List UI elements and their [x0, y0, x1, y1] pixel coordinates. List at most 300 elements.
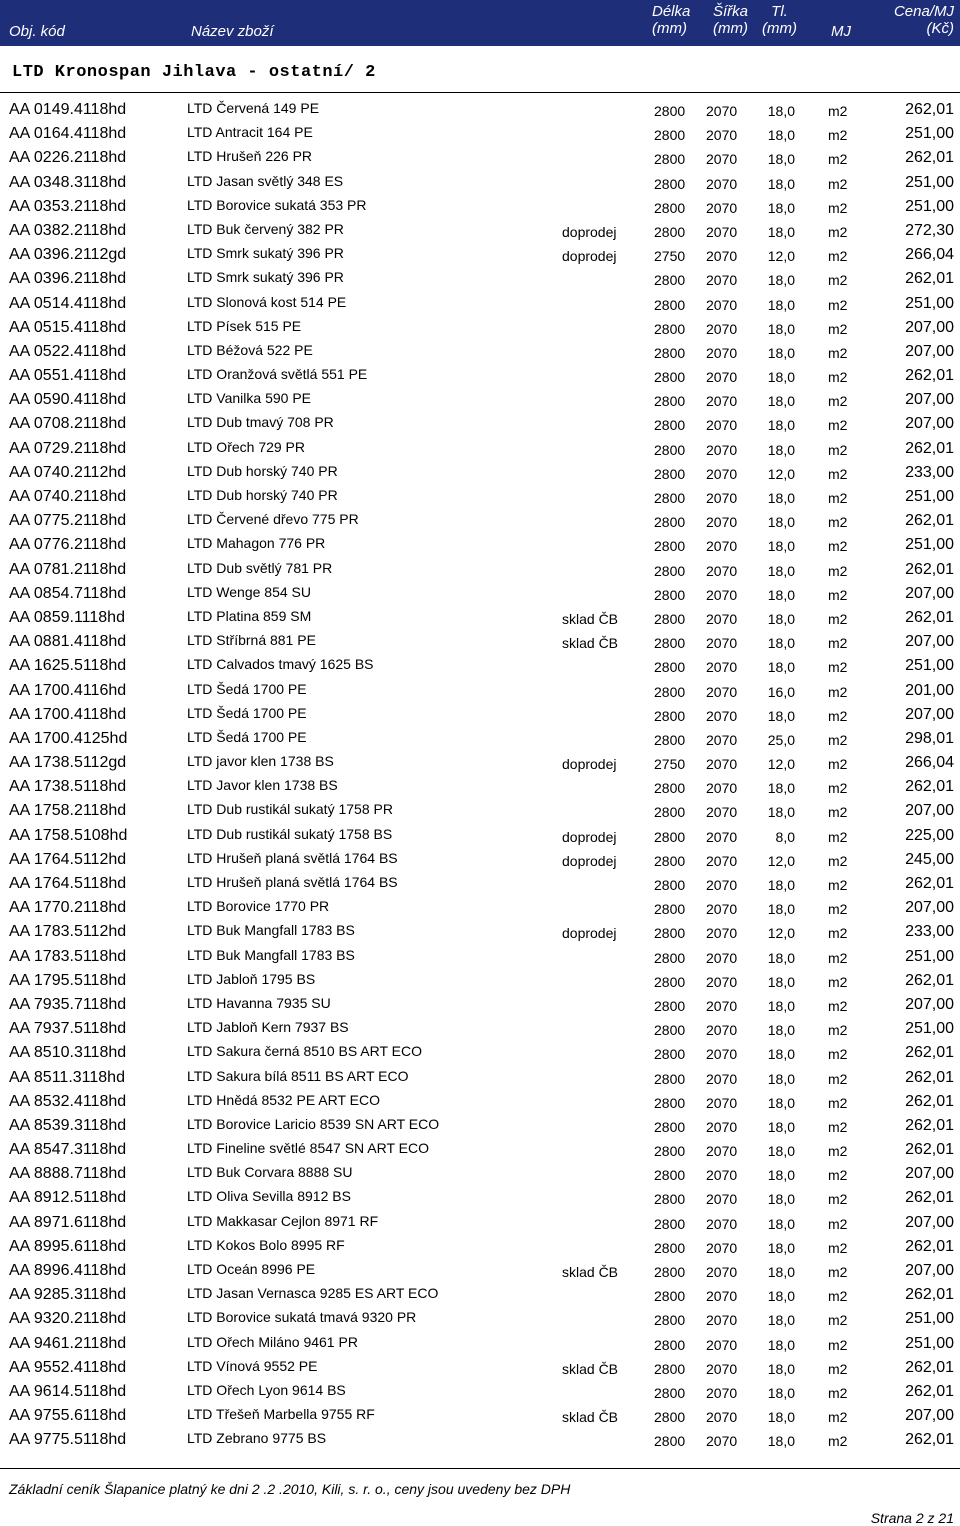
cell-note: sklad ČB: [562, 1360, 619, 1377]
cell-sirka: 2070: [706, 1070, 738, 1087]
cell-cena: 207,00: [905, 1262, 954, 1279]
table-row: [0, 1259, 960, 1283]
cell-sirka: 2070: [706, 635, 738, 652]
cell-name: LTD Šedá 1700 PE: [187, 728, 307, 745]
cell-name: LTD Šedá 1700 PE: [187, 680, 307, 697]
cell-mj: m2: [828, 248, 848, 265]
cell-delka: 2800: [654, 635, 686, 652]
table-row: [0, 461, 960, 485]
cell-sirka: 2070: [706, 852, 738, 869]
cell-sirka: 2070: [706, 562, 738, 579]
cell-name: LTD Vínová 9552 PE: [187, 1357, 318, 1374]
header-width: [713, 3, 748, 37]
cell-cena: 251,00: [905, 536, 954, 554]
cell-tl: 18,0: [767, 1433, 795, 1450]
header-thickness-unit: (mm): [762, 20, 797, 37]
cell-tl: 18,0: [767, 1288, 795, 1305]
cell-cena: 233,00: [905, 923, 954, 941]
price-table: [0, 98, 960, 1453]
cell-delka: 2800: [654, 514, 686, 531]
header-code: Obj. kód: [9, 23, 65, 40]
cell-sirka: 2070: [706, 925, 738, 942]
header-price-unit: (Kč): [926, 20, 954, 37]
cell-mj: m2: [828, 199, 848, 216]
cell-mj: m2: [828, 272, 848, 289]
cell-delka: 2800: [654, 199, 686, 216]
cell-name: LTD Stříbrná 881 PE: [187, 632, 316, 649]
cell-note: doprodej: [562, 248, 617, 265]
cell-cena: 225,00: [905, 826, 954, 844]
cell-name: LTD Sakura bílá 8511 BS ART ECO: [187, 1067, 409, 1084]
cell-name: LTD Antracit 164 PE: [187, 124, 313, 141]
cell-name: LTD Ořech Lyon 9614 BS: [187, 1381, 346, 1398]
cell-mj: m2: [828, 683, 848, 700]
cell-name: LTD Platina 859 SM: [187, 607, 312, 624]
cell-delka: 2800: [654, 127, 686, 144]
cell-tl: 18,0: [767, 610, 795, 627]
table-row: [0, 219, 960, 243]
cell-code: AA 1783.5118hd: [9, 947, 127, 965]
cell-code: AA 1770.2118hd: [9, 899, 127, 917]
cell-sirka: 2070: [706, 490, 738, 506]
cell-cena: 245,00: [905, 850, 954, 868]
header-length-unit: (mm): [652, 20, 687, 37]
cell-mj: m2: [828, 562, 848, 579]
cell-tl: 12,0: [767, 248, 795, 265]
cell-tl: 18,0: [767, 514, 795, 531]
header-width-label: Šířka: [713, 3, 749, 20]
cell-delka: 2800: [654, 393, 686, 410]
cell-tl: 18,0: [767, 635, 795, 652]
cell-mj: m2: [828, 151, 848, 168]
cell-mj: m2: [828, 586, 848, 603]
cell-mj: m2: [828, 659, 848, 676]
cell-cena: 262,01: [905, 971, 954, 989]
cell-sirka: 2070: [706, 1409, 738, 1426]
table-row: [0, 1138, 960, 1162]
cell-code: AA 8510.3118hd: [9, 1044, 127, 1062]
table-row: [0, 824, 960, 848]
cell-sirka: 2070: [706, 417, 738, 434]
cell-delka: 2800: [654, 877, 686, 893]
section-divider: [0, 92, 960, 93]
cell-name: LTD Oranžová světlá 551 PE: [187, 366, 368, 383]
cell-delka: 2800: [654, 731, 686, 748]
table-row: [0, 437, 960, 461]
cell-code: AA 9614.5118hd: [9, 1382, 127, 1400]
cell-cena: 207,00: [905, 995, 954, 1013]
cell-name: LTD Jabloň 1795 BS: [187, 970, 316, 987]
cell-sirka: 2070: [706, 1167, 738, 1184]
cell-cena: 251,00: [905, 197, 954, 215]
cell-sirka: 2070: [706, 707, 738, 724]
cell-name: LTD Hrušeň planá světlá 1764 BS: [187, 849, 398, 866]
table-row: [0, 872, 960, 896]
cell-delka: 2800: [654, 223, 686, 240]
cell-sirka: 2070: [706, 272, 738, 289]
cell-name: LTD Dub horský 740 PR: [187, 462, 338, 479]
table-row: [0, 1017, 960, 1041]
cell-delka: 2800: [654, 610, 686, 627]
cell-sirka: 2070: [706, 997, 738, 1014]
cell-sirka: 2070: [706, 151, 738, 168]
cell-mj: m2: [828, 465, 848, 482]
cell-name: LTD Zebrano 9775 BS: [187, 1430, 327, 1447]
table-row: [0, 533, 960, 557]
cell-name: LTD Smrk sukatý 396 PR: [187, 269, 344, 286]
cell-name: LTD Sakura černá 8510 BS ART ECO: [187, 1043, 423, 1060]
cell-code: AA 0515.4118hd: [9, 318, 127, 336]
cell-code: AA 8912.5118hd: [9, 1189, 127, 1207]
cell-code: AA 8996.4118hd: [9, 1262, 127, 1279]
cell-cena: 266,04: [905, 754, 954, 772]
cell-code: AA 8539.3118hd: [9, 1116, 127, 1134]
cell-code: AA 0382.2118hd: [9, 221, 127, 239]
cell-tl: 18,0: [767, 441, 795, 458]
table-row: [0, 751, 960, 775]
cell-mj: m2: [828, 1070, 848, 1087]
cell-delka: 2800: [654, 1336, 686, 1353]
cell-cena: 262,01: [905, 367, 954, 385]
cell-tl: 18,0: [767, 1070, 795, 1087]
cell-sirka: 2070: [706, 1143, 738, 1160]
cell-name: LTD Vanilka 590 PE: [187, 390, 311, 407]
cell-mj: m2: [828, 635, 848, 652]
cell-mj: m2: [828, 1288, 848, 1305]
cell-sirka: 2070: [706, 1264, 738, 1280]
cell-delka: 2800: [654, 1070, 686, 1087]
table-row: [0, 558, 960, 582]
cell-note: doprodej: [562, 223, 617, 240]
cell-name: LTD Javor klen 1738 BS: [187, 777, 338, 794]
cell-code: AA 8547.3118hd: [9, 1141, 127, 1159]
cell-mj: m2: [828, 1433, 848, 1450]
cell-tl: 18,0: [767, 707, 795, 724]
cell-sirka: 2070: [706, 199, 738, 216]
cell-cena: 207,00: [905, 802, 954, 820]
cell-mj: m2: [828, 441, 848, 458]
table-row: [0, 945, 960, 969]
cell-name: LTD Havanna 7935 SU: [187, 994, 331, 1011]
header-length-label: Délka: [652, 3, 691, 20]
cell-sirka: 2070: [706, 804, 738, 821]
cell-cena: 207,00: [905, 584, 954, 602]
cell-mj: m2: [828, 973, 848, 990]
cell-tl: 18,0: [767, 949, 795, 966]
cell-cena: 201,00: [905, 681, 954, 699]
cell-delka: 2800: [654, 272, 686, 289]
cell-note: sklad ČB: [562, 635, 619, 652]
cell-delka: 2800: [654, 1215, 686, 1232]
cell-note: doprodej: [562, 925, 617, 942]
cell-name: LTD Fineline světlé 8547 SN ART ECO: [187, 1140, 429, 1157]
cell-tl: 8,0: [775, 828, 795, 845]
cell-mj: m2: [828, 828, 848, 845]
cell-tl: 18,0: [767, 1191, 795, 1208]
cell-cena: 251,00: [905, 488, 954, 505]
cell-cena: 233,00: [905, 463, 954, 481]
cell-cena: 262,01: [905, 1358, 954, 1376]
cell-name: LTD Borovice Laricio 8539 SN ART ECO: [187, 1115, 440, 1132]
table-row: [0, 969, 960, 993]
cell-name: LTD Smrk sukatý 396 PR: [187, 245, 344, 262]
cell-mj: m2: [828, 417, 848, 434]
cell-cena: 272,30: [905, 221, 954, 239]
cell-code: AA 0590.4118hd: [9, 391, 127, 409]
cell-name: LTD Wenge 854 SU: [187, 583, 311, 600]
table-row: [0, 267, 960, 291]
table-row: [0, 1090, 960, 1114]
cell-cena: 266,04: [905, 246, 954, 264]
cell-tl: 18,0: [767, 272, 795, 289]
cell-name: LTD Červená 149 PE: [187, 100, 320, 116]
table-row: [0, 388, 960, 412]
footer-note: Základní ceník Šlapanice platný ke dni 2 .2 .2010, Kili, s. r. o., ceny jsou uvedeny bez DPH: [9, 1481, 571, 1497]
cell-delka: 2800: [654, 1409, 686, 1426]
cell-name: LTD Jasan Vernasca 9285 ES ART ECO: [187, 1285, 439, 1302]
cell-tl: 18,0: [767, 780, 795, 797]
cell-delka: 2800: [654, 175, 686, 192]
cell-sirka: 2070: [706, 248, 738, 265]
cell-mj: m2: [828, 1336, 848, 1353]
cell-cena: 207,00: [905, 1213, 954, 1231]
cell-sirka: 2070: [706, 1239, 738, 1256]
cell-name: LTD Calvados tmavý 1625 BS: [187, 656, 374, 673]
table-row: [0, 993, 960, 1017]
cell-tl: 18,0: [767, 1022, 795, 1039]
cell-code: AA 8971.6118hd: [9, 1213, 127, 1231]
cell-delka: 2800: [654, 1046, 686, 1063]
cell-tl: 18,0: [767, 586, 795, 603]
cell-delka: 2800: [654, 1312, 686, 1329]
cell-tl: 12,0: [767, 852, 795, 869]
cell-code: AA 0781.2118hd: [9, 560, 127, 578]
cell-delka: 2800: [654, 659, 686, 676]
table-row: [0, 412, 960, 436]
section-title: LTD Kronospan Jihlava - ostatní/ 2: [12, 63, 376, 82]
cell-mj: m2: [828, 731, 848, 748]
cell-cena: 262,01: [905, 608, 954, 626]
cell-code: AA 9755.6118hd: [9, 1407, 127, 1425]
cell-tl: 18,0: [767, 490, 795, 506]
cell-cena: 262,01: [905, 149, 954, 167]
cell-sirka: 2070: [706, 877, 738, 893]
cell-cena: 262,01: [905, 1189, 954, 1207]
cell-mj: m2: [828, 296, 848, 313]
cell-delka: 2800: [654, 417, 686, 434]
cell-name: LTD Dub rustikál sukatý 1758 BS: [187, 825, 393, 842]
cell-delka: 2800: [654, 925, 686, 942]
cell-name: LTD Buk červený 382 PR: [187, 220, 344, 237]
cell-code: AA 9552.4118hd: [9, 1358, 127, 1376]
cell-tl: 12,0: [767, 756, 795, 773]
cell-name: LTD Buk Mangfall 1783 BS: [187, 946, 355, 963]
cell-code: AA 0514.4118hd: [9, 294, 127, 312]
cell-delka: 2800: [654, 707, 686, 724]
cell-name: LTD Červené dřevo 775 PR: [187, 511, 359, 528]
cell-delka: 2800: [654, 562, 686, 579]
cell-delka: 2800: [654, 320, 686, 337]
cell-mj: m2: [828, 1215, 848, 1232]
cell-tl: 18,0: [767, 223, 795, 240]
cell-note: sklad ČB: [562, 1264, 619, 1280]
cell-name: LTD Dub světlý 781 PR: [187, 559, 333, 576]
cell-cena: 262,01: [905, 875, 954, 892]
cell-tl: 18,0: [767, 1409, 795, 1426]
table-row: [0, 509, 960, 533]
cell-cena: 207,00: [905, 633, 954, 651]
cell-name: LTD Dub rustikál sukatý 1758 PR: [187, 801, 393, 818]
table-row: [0, 679, 960, 703]
table-row: [0, 1380, 960, 1404]
cell-code: AA 0708.2118hd: [9, 415, 127, 433]
table-row: [0, 920, 960, 944]
cell-delka: 2800: [654, 586, 686, 603]
cell-code: AA 9285.3118hd: [9, 1286, 127, 1304]
cell-cena: 251,00: [905, 657, 954, 675]
cell-sirka: 2070: [706, 514, 738, 531]
cell-name: LTD Hnědá 8532 PE ART ECO: [187, 1091, 380, 1108]
cell-cena: 251,00: [905, 1310, 954, 1328]
cell-delka: 2800: [654, 804, 686, 821]
cell-mj: m2: [828, 925, 848, 942]
cell-mj: m2: [828, 1409, 848, 1426]
cell-code: AA 1625.5118hd: [9, 657, 127, 675]
cell-mj: m2: [828, 1022, 848, 1039]
cell-note: sklad ČB: [562, 610, 619, 627]
cell-cena: 262,01: [905, 439, 954, 457]
cell-mj: m2: [828, 1360, 848, 1377]
cell-name: LTD Buk Corvara 8888 SU: [187, 1164, 353, 1181]
cell-name: LTD Písek 515 PE: [187, 317, 302, 334]
cell-name: LTD Ořech Miláno 9461 PR: [187, 1333, 358, 1350]
table-row: [0, 340, 960, 364]
cell-tl: 12,0: [767, 465, 795, 482]
cell-cena: 207,00: [905, 1407, 954, 1425]
cell-delka: 2800: [654, 1264, 686, 1280]
cell-mj: m2: [828, 103, 848, 119]
header-price: [894, 3, 954, 37]
cell-cena: 262,01: [905, 101, 954, 118]
cell-code: AA 9461.2118hd: [9, 1334, 127, 1352]
cell-code: AA 0740.2118hd: [9, 488, 127, 505]
cell-cena: 262,01: [905, 1068, 954, 1086]
cell-tl: 12,0: [767, 925, 795, 942]
cell-code: AA 7935.7118hd: [9, 995, 127, 1013]
cell-delka: 2800: [654, 780, 686, 797]
cell-code: AA 0522.4118hd: [9, 342, 127, 360]
cell-sirka: 2070: [706, 296, 738, 313]
cell-sirka: 2070: [706, 1022, 738, 1039]
table-row: [0, 727, 960, 751]
table-row: [0, 1307, 960, 1331]
cell-tl: 18,0: [767, 1143, 795, 1160]
cell-sirka: 2070: [706, 1433, 738, 1450]
cell-mj: m2: [828, 369, 848, 386]
cell-name: LTD Ořech 729 PR: [187, 438, 306, 455]
cell-delka: 2800: [654, 949, 686, 966]
table-row: [0, 292, 960, 316]
cell-delka: 2800: [654, 1384, 686, 1401]
table-header: [0, 0, 960, 46]
cell-sirka: 2070: [706, 731, 738, 748]
cell-name: LTD Dub horský 740 PR: [187, 487, 338, 503]
cell-delka: 2800: [654, 538, 686, 555]
cell-sirka: 2070: [706, 223, 738, 240]
cell-cena: 251,00: [905, 1020, 954, 1038]
cell-sirka: 2070: [706, 756, 738, 773]
cell-code: AA 0854.7118hd: [9, 584, 127, 602]
cell-tl: 18,0: [767, 175, 795, 192]
cell-delka: 2800: [654, 151, 686, 168]
cell-mj: m2: [828, 804, 848, 821]
cell-code: AA 0729.2118hd: [9, 439, 127, 457]
cell-sirka: 2070: [706, 586, 738, 603]
table-row: [0, 316, 960, 340]
cell-mj: m2: [828, 756, 848, 773]
cell-code: AA 8995.6118hd: [9, 1237, 127, 1255]
cell-sirka: 2070: [706, 828, 738, 845]
cell-mj: m2: [828, 393, 848, 410]
table-row: [0, 896, 960, 920]
cell-sirka: 2070: [706, 1336, 738, 1353]
cell-code: AA 0348.3118hd: [9, 173, 127, 191]
cell-delka: 2800: [654, 490, 686, 506]
cell-delka: 2800: [654, 441, 686, 458]
cell-name: LTD Makkasar Cejlon 8971 RF: [187, 1212, 379, 1229]
cell-code: AA 1700.4125hd: [9, 729, 128, 747]
table-row: [0, 1404, 960, 1428]
cell-cena: 207,00: [905, 415, 954, 433]
table-row: [0, 1066, 960, 1090]
table-row: [0, 171, 960, 195]
cell-mj: m2: [828, 610, 848, 627]
cell-code: AA 1700.4118hd: [9, 705, 127, 723]
cell-tl: 18,0: [767, 877, 795, 893]
cell-name: LTD Borovice sukatá tmavá 9320 PR: [187, 1309, 417, 1326]
cell-mj: m2: [828, 1264, 848, 1280]
table-row: [0, 1162, 960, 1186]
cell-code: AA 1795.5118hd: [9, 971, 127, 989]
table-row: [0, 1041, 960, 1065]
cell-sirka: 2070: [706, 320, 738, 337]
cell-tl: 18,0: [767, 1336, 795, 1353]
cell-delka: 2800: [654, 1167, 686, 1184]
cell-mj: m2: [828, 514, 848, 531]
cell-delka: 2800: [654, 1094, 686, 1111]
cell-code: AA 9320.2118hd: [9, 1310, 127, 1328]
table-row: [0, 775, 960, 799]
cell-name: LTD Béžová 522 PE: [187, 341, 313, 358]
cell-name: LTD Borovice sukatá 353 PR: [187, 196, 367, 213]
cell-tl: 18,0: [767, 804, 795, 821]
cell-sirka: 2070: [706, 465, 738, 482]
cell-mj: m2: [828, 780, 848, 797]
cell-delka: 2800: [654, 1360, 686, 1377]
cell-code: AA 0881.4118hd: [9, 633, 127, 651]
cell-delka: 2800: [654, 1118, 686, 1135]
cell-mj: m2: [828, 877, 848, 893]
cell-delka: 2800: [654, 103, 686, 119]
cell-cena: 262,01: [905, 1431, 954, 1449]
cell-tl: 18,0: [767, 199, 795, 216]
cell-tl: 18,0: [767, 320, 795, 337]
cell-cena: 251,00: [905, 125, 954, 143]
table-row: [0, 1283, 960, 1307]
table-row: [0, 703, 960, 727]
cell-name: LTD Jasan světlý 348 ES: [187, 172, 344, 189]
cell-cena: 251,00: [905, 1334, 954, 1352]
